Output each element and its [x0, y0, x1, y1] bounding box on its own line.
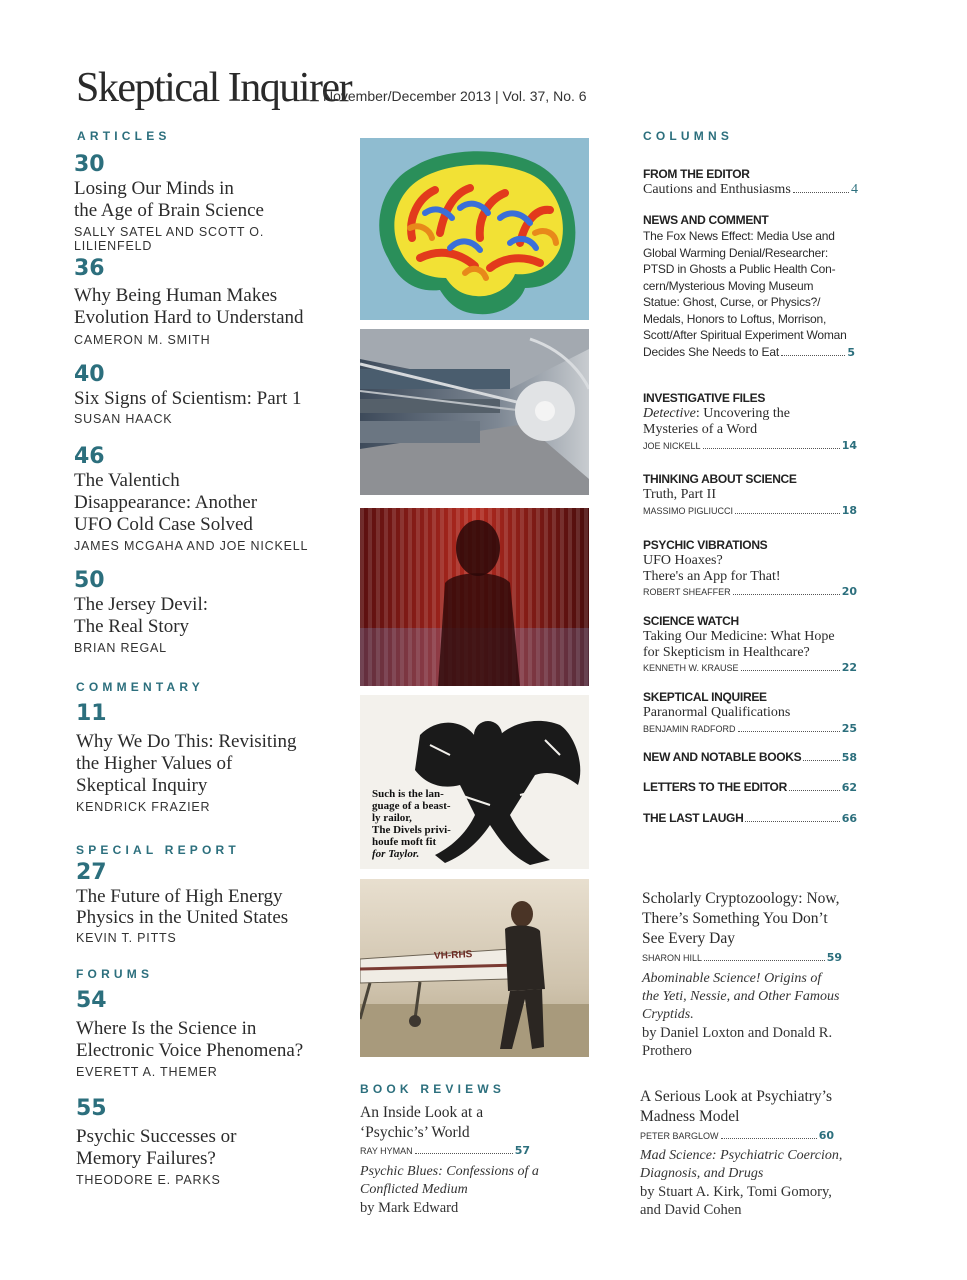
article-author: KENDRICK FRAZIER — [76, 800, 211, 814]
column-science-watch[interactable] — [643, 613, 857, 675]
column-letters-to-the-editor[interactable]: LETTERS TO THE EDITOR 62 — [643, 780, 857, 794]
commentary-label: COMMENTARY — [76, 680, 204, 694]
column-author-line: JOE NICKELL 14 — [643, 439, 857, 452]
reviewed-book-authors: by Stuart A. Kirk, Tomi Gomory, and David Cohen — [640, 1184, 832, 1218]
article-title: Where Is the Science in Electronic Voice Phenomena? — [76, 1018, 304, 1061]
column-title: UFO Hoaxes? There's an App for That! — [643, 553, 781, 584]
forum-entry-55[interactable] — [76, 1096, 346, 1187]
special-report-entry-27[interactable] — [76, 860, 346, 945]
article-title: Psychic Successes or Memory Failures? — [76, 1126, 237, 1169]
article-title: The Valentich Disappearance: Another UFO Cold Case Solved — [74, 470, 258, 535]
book-review-entry-57[interactable] — [360, 1103, 540, 1217]
page-number: 46 — [74, 444, 105, 469]
review-author-line: SHARON HILL 59 — [642, 951, 842, 964]
reviewed-book-title: Psychic Blues: Confessions of a Conflicted Medium — [360, 1164, 539, 1197]
woodcut-caption: Such is the lan- guage of a beast- ly railor, The Divels privi- houfe moft fit for Taylor. — [372, 788, 451, 860]
page-number: 55 — [76, 1096, 107, 1121]
column-skeptical-inquiree[interactable] — [643, 689, 857, 736]
articles-label: ARTICLES — [77, 129, 171, 143]
columns-label: COLUMNS — [643, 129, 734, 143]
reviewed-book-title: Mad Science: Psychiatric Coercion, Diagnosis, and Drugs — [640, 1148, 843, 1181]
book-review-entry-59[interactable] — [642, 889, 867, 1060]
article-author: SUSAN HAACK — [74, 412, 173, 426]
article-title: Losing Our Minds in the Age of Brain Science — [74, 178, 264, 221]
article-title: Six Signs of Scientism: Part 1 — [74, 388, 302, 409]
page-number: 40 — [74, 362, 105, 387]
page-number: 30 — [74, 152, 105, 177]
column-author-line: BENJAMIN RADFORD 25 — [643, 721, 857, 735]
column-investigative-files[interactable] — [643, 390, 857, 453]
column-entry-line: Cautions and Enthusiasms 4 — [643, 182, 858, 197]
column-thinking-about-science[interactable] — [643, 471, 857, 518]
column-new-and-notable-books[interactable]: NEW AND NOTABLE BOOKS 58 — [643, 750, 857, 764]
magazine-title: Skeptical Inquirer — [76, 65, 352, 111]
article-title: The Jersey Devil: The Real Story — [74, 594, 209, 637]
review-title: Scholarly Cryptozoology: Now, There’s Something You Don’t See Every Day — [642, 890, 840, 947]
article-entry-36[interactable] — [74, 256, 344, 347]
column-title: Paranormal Qualifications — [643, 705, 791, 720]
column-psychic-vibrations[interactable] — [643, 537, 857, 599]
reviewed-book-title: Abominable Science! Origins of the Yeti, Nessie, and Other Famous Cryptids. — [642, 971, 840, 1022]
page-number: 50 — [74, 568, 105, 593]
column-heading: PSYCHIC VIBRATIONS — [643, 538, 768, 552]
column-heading: FROM THE EDITOR — [643, 167, 750, 181]
issue-info: November/December 2013 | Vol. 37, No. 6 — [323, 88, 587, 104]
article-author: THEODORE E. PARKS — [76, 1173, 221, 1187]
review-author-line: PETER BARGLOW 60 — [640, 1129, 834, 1142]
column-heading: SCIENCE WATCH — [643, 614, 739, 628]
column-heading: SKEPTICAL INQUIREE — [643, 690, 767, 704]
column-title: Truth, Part II — [643, 487, 716, 502]
column-entry-line: Decides She Needs to Eat 5 — [643, 344, 855, 359]
reviewed-book-authors: by Daniel Loxton and Donald R. Prothero — [642, 1025, 833, 1059]
plane-registration: VH-RHS — [433, 949, 473, 962]
page-number: 54 — [76, 988, 107, 1013]
page-number: 11 — [76, 701, 107, 726]
article-entry-30[interactable] — [74, 152, 344, 253]
article-entry-40[interactable] — [74, 362, 344, 426]
book-reviews-label: BOOK REVIEWS — [360, 1082, 506, 1096]
article-author: CAMERON M. SMITH — [74, 333, 211, 347]
brain-scan-image — [360, 138, 589, 320]
forums-label: FORUMS — [76, 967, 154, 981]
review-title: An Inside Look at a ‘Psychic’s’ World — [360, 1104, 484, 1141]
column-title: Detective: Uncovering the Mysteries of a Word — [643, 406, 790, 437]
column-from-the-editor[interactable] — [643, 166, 858, 198]
column-heading: INVESTIGATIVE FILES — [643, 391, 766, 405]
column-heading: THINKING ABOUT SCIENCE — [643, 472, 797, 486]
column-author-line: KENNETH W. KRAUSE 22 — [643, 661, 857, 674]
news-list: The Fox News Effect: Media Use and Global Warming Denial/Researcher: PTSD in Ghosts a Public Health Con- cern/Mysterious Moving Museum Statue: Ghost, Curse, or Physics?/ Medals, Honors to Loftus, Morrison, Scott/After Spiritual Experiment Woman — [643, 229, 847, 342]
forum-entry-54[interactable] — [76, 988, 356, 1079]
book-review-entry-60[interactable] — [640, 1087, 865, 1219]
commentary-entry-11[interactable] — [76, 701, 346, 814]
page-number: 36 — [74, 256, 105, 281]
article-author: JAMES MCGAHA AND JOE NICKELL — [74, 539, 309, 553]
curtain-silhouette-image — [360, 508, 589, 686]
column-news-and-comment[interactable] — [643, 212, 865, 360]
article-entry-46[interactable] — [74, 444, 344, 553]
column-author-line: MASSIMO PIGLIUCCI 18 — [643, 503, 857, 517]
special-report-label: SPECIAL REPORT — [76, 843, 240, 857]
article-title: Why Being Human Makes Evolution Hard to Understand — [74, 285, 304, 328]
article-author: EVERETT A. THEMER — [76, 1065, 218, 1079]
review-author-line: RAY HYMAN 57 — [360, 1144, 530, 1157]
column-title: Taking Our Medicine: What Hope for Skepticism in Healthcare? — [643, 629, 835, 660]
article-author: BRIAN REGAL — [74, 641, 167, 655]
jersey-devil-woodcut-image — [360, 695, 589, 869]
column-author-line: ROBERT SHEAFFER 20 — [643, 585, 857, 598]
airplane-photo-image — [360, 879, 589, 1057]
article-author: KEVIN T. PITTS — [76, 931, 177, 945]
article-title: The Future of High Energy Physics in the United States — [76, 886, 289, 928]
review-title: A Serious Look at Psychiatry’s Madness Model — [640, 1088, 833, 1125]
reviewed-book-authors: by Mark Edward — [360, 1200, 459, 1216]
column-the-last-laugh[interactable]: THE LAST LAUGH 66 — [643, 811, 857, 825]
article-entry-50[interactable] — [74, 568, 344, 655]
accelerator-tunnel-image — [360, 329, 589, 495]
article-title: Why We Do This: Revisiting the Higher Values of Skeptical Inquiry — [76, 731, 297, 796]
column-heading: NEWS AND COMMENT — [643, 213, 769, 227]
page-number: 27 — [76, 860, 107, 885]
article-author: SALLY SATEL AND SCOTT O. LILIENFELD — [74, 225, 265, 253]
